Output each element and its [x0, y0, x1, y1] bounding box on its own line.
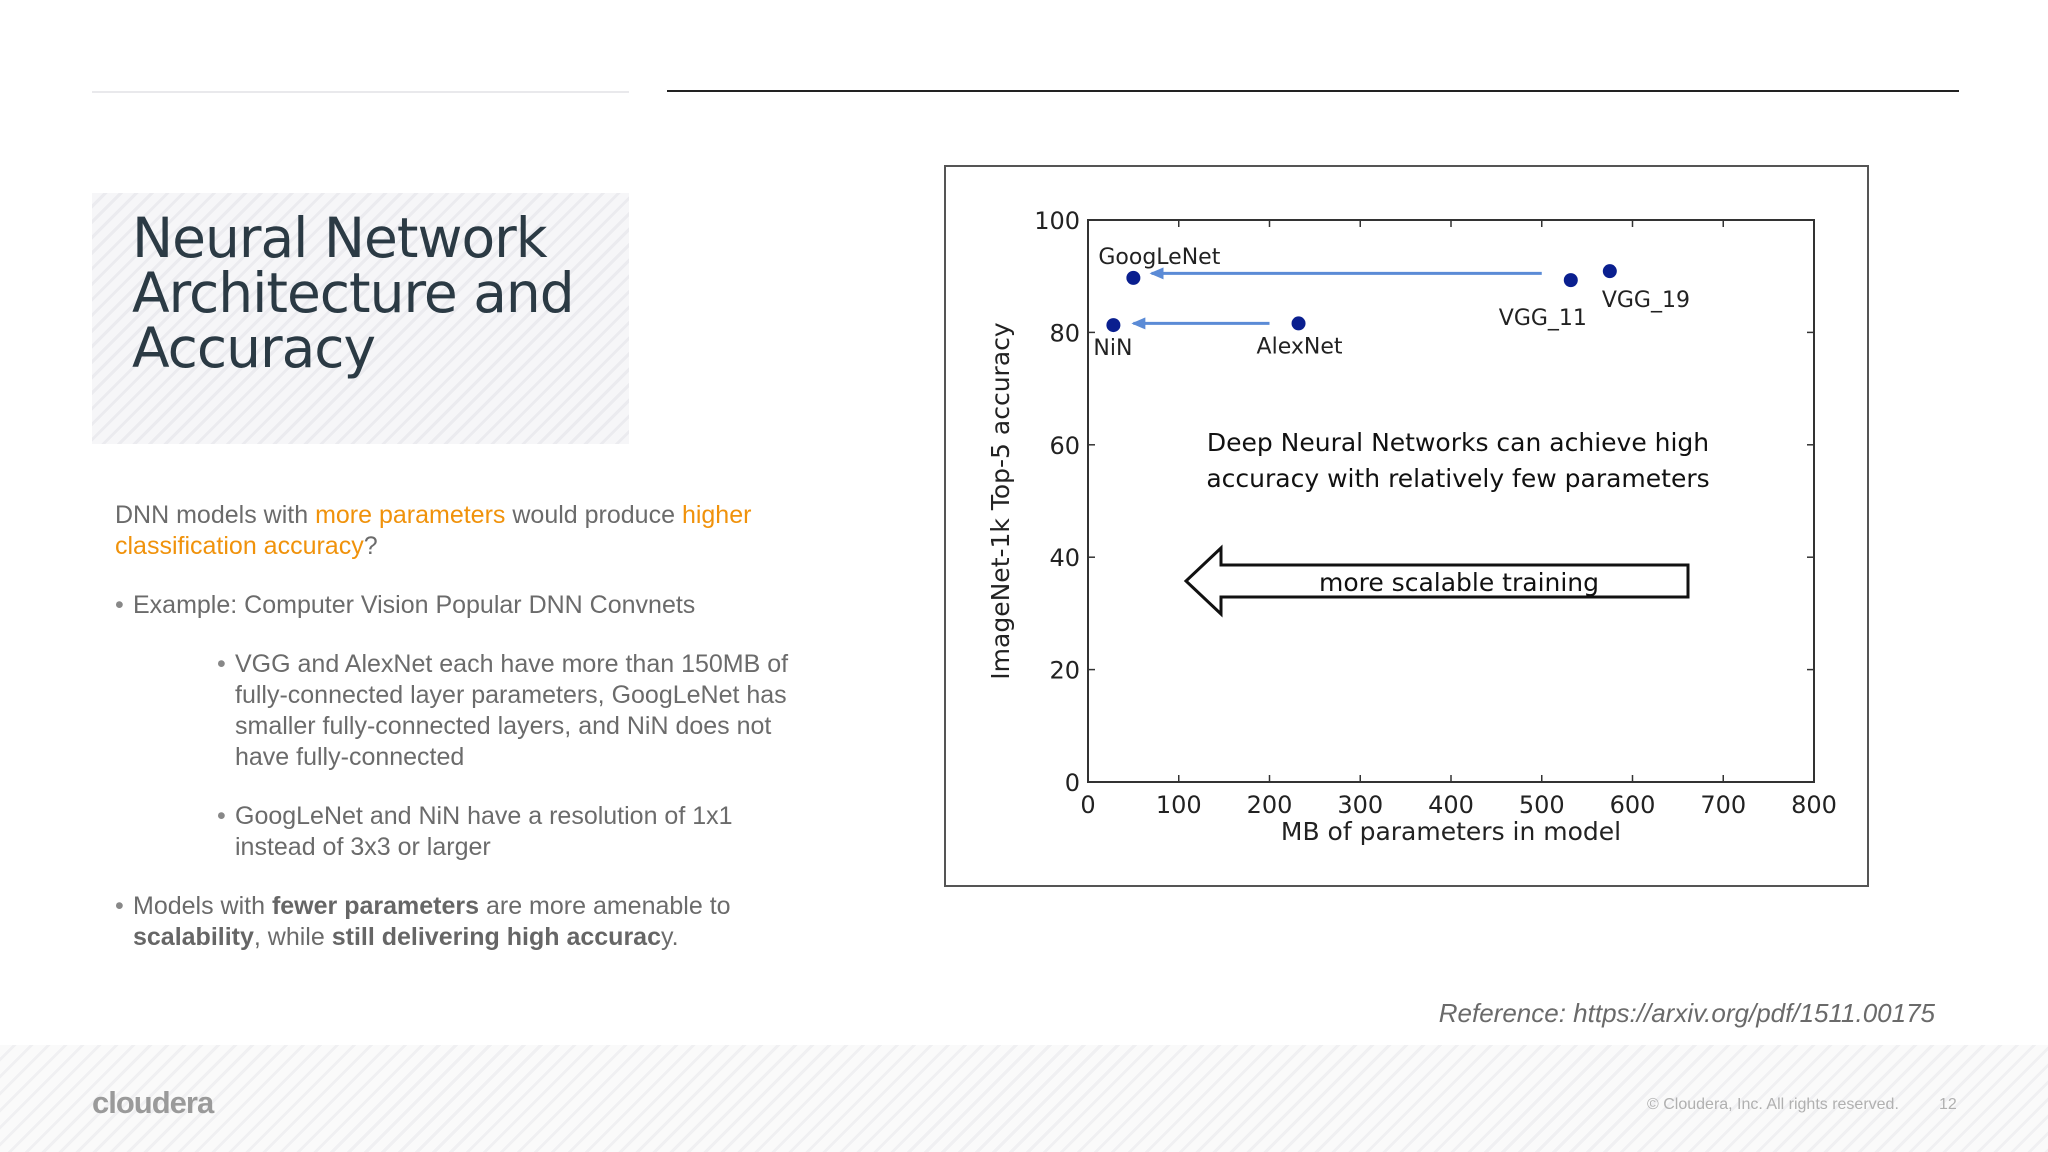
- bullet-fragment: y.: [661, 923, 679, 951]
- bullet-sub-fc-layers: [217, 649, 815, 773]
- chart-frame: [944, 165, 1869, 887]
- slide-title: [132, 206, 612, 380]
- bullet-sub-resolution: [217, 801, 795, 863]
- title-line: Neural Network: [132, 206, 547, 270]
- annotation-line-2: accuracy with relatively few parameters: [1206, 464, 1710, 493]
- y-tick-label: 0: [1064, 769, 1080, 797]
- x-axis-label: MB of parameters in model: [1280, 817, 1622, 846]
- data-point: [1292, 316, 1306, 330]
- intro-question: [115, 500, 795, 562]
- title-panel: [92, 193, 629, 444]
- bullet-emphasis: still delivering high accurac: [331, 923, 661, 951]
- scatter-chart: [946, 167, 1867, 885]
- bullet-fragment: , while: [253, 923, 332, 951]
- x-tick-label: 600: [1609, 791, 1656, 819]
- point-label: NiN: [1093, 336, 1133, 362]
- point-label: VGG_11: [1498, 306, 1587, 332]
- bullet-emphasis: fewer parameters: [271, 892, 480, 920]
- bullet-models-scalability: [115, 891, 773, 953]
- y-axis-label: ImageNet-1k Top-5 accuracy: [986, 322, 1015, 680]
- annotation-line-1: Deep Neural Networks can achieve high: [1206, 428, 1710, 457]
- x-tick-label: 200: [1246, 791, 1293, 819]
- title-line: Accuracy: [132, 316, 376, 380]
- y-tick-label: 100: [1034, 207, 1080, 235]
- x-tick-label: 100: [1155, 791, 1202, 819]
- bullet-fragment: Models with: [133, 892, 272, 920]
- bullet-emphasis: scalability: [133, 923, 254, 951]
- axis-ticks: [1088, 220, 1814, 782]
- point-label: GoogLeNet: [1098, 244, 1221, 270]
- bullet-fragment: are more amenable to: [479, 892, 731, 920]
- intro-text: DNN models with: [115, 501, 316, 529]
- data-point: [1126, 271, 1140, 285]
- x-tick-label: 800: [1791, 791, 1837, 819]
- header-rule-right: [667, 90, 1959, 92]
- reference-citation: Reference: https://arxiv.org/pdf/1511.00175: [1438, 998, 1935, 1028]
- intro-highlight: higher classification accuracy: [115, 501, 752, 560]
- x-tick-label: 500: [1518, 791, 1565, 819]
- x-tick-label: 300: [1337, 791, 1384, 819]
- callout-label: more scalable training: [1318, 568, 1600, 597]
- y-tick-label: 40: [1049, 544, 1080, 573]
- point-label: AlexNet: [1256, 334, 1343, 360]
- data-point: [1564, 273, 1578, 287]
- point-labels: [1093, 245, 1690, 361]
- axis-tick-labels: [1034, 207, 1837, 819]
- plot-area: [1088, 220, 1814, 782]
- data-point: [1106, 318, 1120, 332]
- intro-text: ?: [363, 532, 378, 560]
- bullet-text: • Example: Computer Vision Popular DNN Convnets: [133, 591, 696, 619]
- bullet-text: [133, 891, 773, 953]
- y-tick-label: 60: [1049, 431, 1080, 460]
- bullet-example: [115, 590, 815, 621]
- title-line: Architecture and: [132, 261, 574, 325]
- data-point: [1603, 264, 1617, 278]
- y-tick-label: 80: [1049, 319, 1080, 348]
- header-rule-left: [92, 91, 629, 93]
- arrows: [1133, 273, 1541, 323]
- x-tick-label: 700: [1700, 791, 1747, 819]
- x-tick-label: 400: [1428, 791, 1474, 819]
- point-label: VGG_19: [1601, 288, 1690, 314]
- y-tick-label: 20: [1049, 656, 1080, 685]
- intro-highlight: more parameters: [315, 501, 506, 529]
- footer: [0, 1045, 2048, 1152]
- copyright-notice: © Cloudera, Inc. All rights reserved.: [1647, 1096, 1899, 1113]
- x-tick-label: 0: [1080, 791, 1096, 819]
- bullet-text: • GoogLeNet and NiN have a resolution of 1x1 instead of 3x3 or larger: [235, 802, 733, 861]
- page-number: 12: [1939, 1096, 1957, 1113]
- cloudera-logo: cloudera: [92, 1085, 214, 1120]
- intro-text: would produce: [505, 501, 682, 529]
- bullet-text: • VGG and AlexNet each have more than 150MB of fully-connected layer parameters, GoogLeNet has smaller fully-connected layers, and NiN does not have fully-connected: [235, 650, 789, 771]
- slide-body: [115, 500, 815, 953]
